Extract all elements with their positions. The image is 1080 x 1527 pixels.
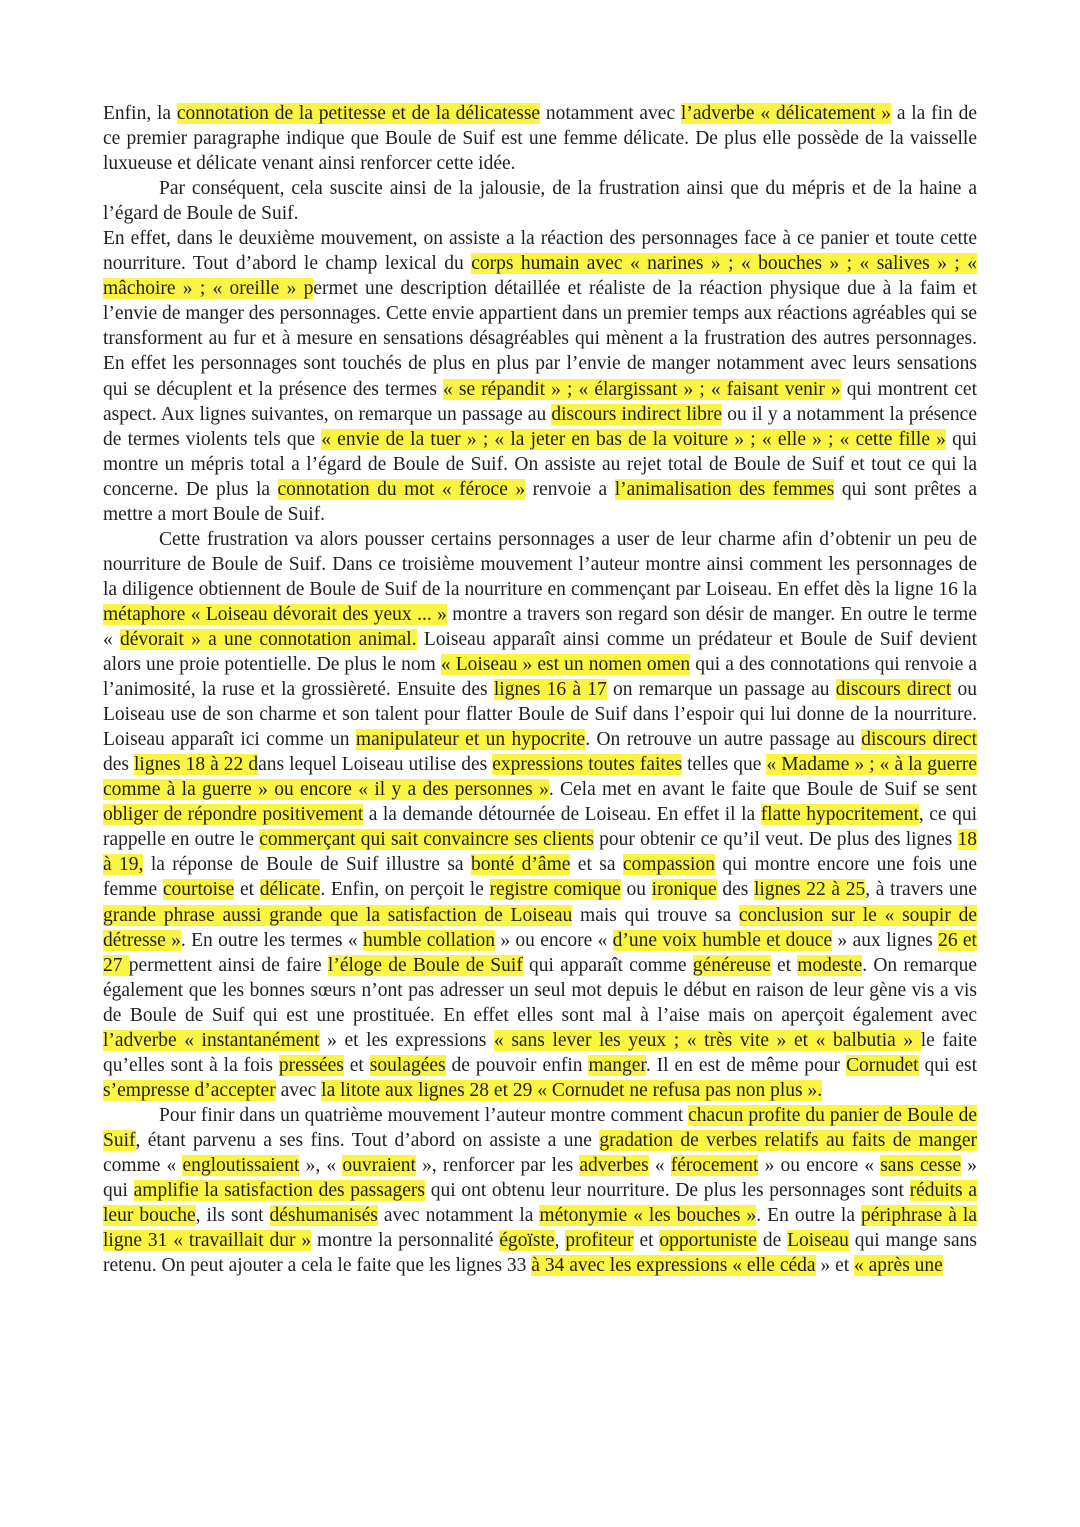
highlighted-text: opportuniste — [659, 1230, 757, 1252]
text-run: qui montre encore une fois une femme — [103, 854, 978, 901]
text-run: . En outre la — [756, 1205, 862, 1227]
text-run: « — [648, 1154, 671, 1176]
highlighted-text: égoïste — [499, 1230, 555, 1252]
highlighted-text: discours indirect libre — [551, 403, 723, 425]
text-run: qui sont prêtes a mettre a mort Boule de Suif. — [103, 478, 977, 525]
highlighted-text: courtoise — [162, 879, 235, 901]
highlighted-text: métonymie « les bouches » — [539, 1205, 757, 1227]
text-run: mais qui trouve sa — [572, 904, 739, 926]
text-run: , ils sont — [195, 1205, 270, 1227]
highlighted-text: « sans lever les yeux ; « très vite » et « balbutia » — [493, 1029, 921, 1051]
text-run: le faite qu’elles sont à la fois — [103, 1029, 977, 1076]
highlighted-text: s’empresse d’accepter — [103, 1079, 276, 1101]
highlighted-text: connotation de la petitesse et de la délicatesse — [176, 103, 541, 124]
highlighted-text: l’animalisation des femmes — [614, 478, 835, 500]
highlighted-text: « Loiseau » est un nomen omen — [440, 654, 691, 676]
text-run: » ou encore « — [495, 929, 613, 951]
text-run: , étant parvenu a ses fins. Tout d’abord on assiste a une — [135, 1129, 600, 1151]
text-run: , à travers une — [865, 879, 978, 901]
text-run: Enfin, la — [103, 103, 177, 124]
highlighted-text: bonté d’âme — [470, 854, 571, 876]
text-run: des — [103, 754, 135, 776]
text-run: ou Loiseau use de son charme et son talent pour flatter Boule de Suif dans l’espoir qui lui donne de la nourriture. Loiseau apparaît ici comme un — [103, 679, 978, 751]
text-run: Par conséquent, cela suscite ainsi de la jalousie, de la frustration ainsi que du mépris et de la haine a l’égard de Boule de Suif. — [103, 178, 977, 225]
text-run: on remarque un passage au — [606, 679, 836, 701]
text-run: permettent ainsi de faire — [128, 954, 328, 976]
text-run: comme « — [103, 1154, 183, 1176]
highlighted-text: chacun profite du panier de Boule de Suif — [103, 1104, 977, 1151]
text-run: avec — [275, 1079, 322, 1101]
highlighted-text: périphrase à la ligne 31 « travaillait dur » — [103, 1205, 977, 1252]
text-run: Pour finir dans un quatrième mouvement l’auteur montre comment — [159, 1104, 689, 1126]
text-run: ou — [620, 879, 652, 901]
highlighted-text: délicate — [259, 879, 321, 901]
text-run: qui a des connotations qui renvoie a l’animosité, la ruse et la grossièreté. Ensuite des — [103, 654, 977, 701]
highlighted-text: pressées — [278, 1054, 344, 1076]
text-run: telles que — [682, 754, 767, 776]
highlighted-text: commerçant qui sait convaincre ses clients — [259, 829, 594, 851]
highlighted-text: lignes 16 à 17 — [493, 679, 607, 701]
highlighted-text: « se répandit » ; « élargissant » ; « faisant venir » — [443, 378, 841, 400]
text-run: » et les expressions — [319, 1029, 494, 1051]
highlighted-text: l’adverbe « délicatement » — [680, 103, 892, 124]
text-run: », renforcer par les — [415, 1154, 580, 1176]
highlighted-text: modeste — [797, 954, 863, 976]
text-run: ans lequel Loiseau utilise des — [258, 754, 493, 776]
text-run: avec notamment la — [377, 1205, 540, 1227]
highlighted-text: ironique — [651, 879, 717, 901]
text-run: et sa — [570, 854, 623, 876]
highlighted-text: l’éloge de Boule de Suif — [327, 954, 523, 976]
paragraph — [103, 527, 977, 1103]
text-run: qui montre un mépris total a l’égard de Boule de Suif. On assiste au rejet total de Boule de Suif et tout ce qui la concerne. De plus la — [103, 428, 977, 500]
text-run: . Il en est de même pour — [645, 1054, 846, 1076]
paragraph — [103, 176, 977, 226]
highlighted-text: humble collation — [362, 929, 495, 951]
highlighted-text: dévorait » a une connotation animal. — [119, 628, 417, 650]
text-run: notamment avec — [540, 103, 681, 124]
text-run: Loiseau apparaît ainsi comme un prédateur et Boule de Suif devient alors une proie potentielle. De plus le nom — [103, 628, 978, 676]
highlighted-text: la litote aux lignes 28 et 29 « Cornudet ne refusa pas non plus ». — [321, 1079, 823, 1101]
highlighted-text: ouvraient — [342, 1154, 416, 1176]
text-run: . En outre les termes « — [180, 929, 363, 951]
text-run: qui ont obtenu leur nourriture. De plus les personnages sont — [425, 1180, 910, 1202]
highlighted-text: sans cesse — [880, 1154, 962, 1176]
highlighted-text: à 34 avec les expressions « elle céda — [531, 1255, 816, 1277]
text-run: Cette frustration va alors pousser certains personnages a user de leur charme afin d’obtenir un peu de nourriture de Boule de Suif. Dans ce troisième mouvement l’auteur montre ainsi comment les personnages de la diligence obtiennent de Boule de Suif de la nourriture en commençant par Loiseau. En effet dès la ligne 16 la — [103, 528, 977, 600]
highlighted-text: corps humain avec « narines » ; « bouches » ; « salives » ; « mâchoire » ; « oreille » p — [103, 253, 978, 300]
highlighted-text: flatte hypocritement — [760, 804, 919, 826]
text-run: et — [343, 1054, 370, 1076]
highlighted-text: gradation de verbes relatifs au faits de manger — [599, 1129, 977, 1151]
text-run: ermet une description détaillée et réaliste de la réaction physique due à la faim et l’envie de manger des personnages. Cette envie appartient dans un premier temps aux réactions agréables qui se transforment au fur et à mesure en sensations désagréables qui mènent a la frustration des autres personnages. En effet les personnages sont touchés de plus en plus par l’envie de manger notamment avec leurs sensations qui se décuplent et la présence des termes — [103, 278, 977, 400]
highlighted-text: l’adverbe « instantanément — [103, 1029, 320, 1051]
text-run: . On remarque également que les bonnes sœurs n’ont pas adresser un seul mot depuis le début en raison de leur gène vis a vis de Boule de Suif qui est une prostituée. En effet elles sont mal à l’aise mais on aperçoit également avec — [103, 954, 978, 1026]
paragraph — [103, 101, 977, 176]
highlighted-text: réduits a leur bouche — [103, 1180, 977, 1227]
text-run: , ce qui rappelle en outre le — [103, 804, 978, 851]
highlighted-text: manipulateur et un hypocrite — [355, 729, 586, 751]
highlighted-text: amplifie la satisfaction des passagers — [133, 1180, 425, 1202]
highlighted-text: compassion — [622, 854, 715, 876]
text-run: . Cela met en avant le faite que Boule de Suif se sent — [548, 779, 977, 801]
highlighted-text: adverbes — [579, 1154, 649, 1176]
paragraph — [103, 1103, 977, 1278]
text-run: de — [756, 1230, 788, 1252]
highlighted-text: Loiseau — [787, 1230, 849, 1252]
text-run: a la demande détournée de Loiseau. En effet il la — [363, 804, 761, 826]
document-page — [103, 101, 977, 1278]
text-run: de pouvoir enfin — [445, 1054, 589, 1076]
highlighted-text: « envie de la tuer » ; « la jeter en bas de la voiture » ; « elle » ; « cette fille » — [321, 428, 946, 450]
highlighted-text: 26 et 27 — [103, 929, 977, 976]
text-run: » aux lignes — [832, 929, 939, 951]
text-run: », « — [299, 1154, 343, 1176]
highlighted-text: obliger de répondre positivement — [103, 804, 364, 826]
text-run: la réponse de Boule de Suif illustre sa — [143, 854, 471, 876]
text-run: des — [716, 879, 754, 901]
highlighted-text: métaphore « Loiseau dévorait des yeux ... » — [103, 603, 447, 625]
highlighted-text: lignes 22 à 25 — [753, 879, 866, 901]
text-run: , — [554, 1230, 566, 1252]
highlighted-text: déshumanisés — [269, 1205, 378, 1227]
text-run: » qui — [103, 1154, 978, 1202]
text-run: En effet, dans le deuxième mouvement, on assiste a la réaction des personnages face à ce panier et toute cette nourriture. Tout d’abord le champ lexical du — [103, 228, 977, 275]
highlighted-text: registre comique — [489, 879, 621, 901]
highlighted-text: 18 à 19, — [103, 829, 977, 876]
highlighted-text: généreuse — [692, 954, 771, 976]
text-run: qui est — [918, 1054, 977, 1076]
text-run: qui apparaît comme — [522, 954, 693, 976]
text-run: montre la personnalité — [311, 1230, 500, 1252]
text-run: qui mange sans retenu. On peut ajouter a cela le faite que les lignes 33 — [103, 1230, 977, 1277]
text-run: et — [770, 954, 798, 976]
highlighted-text: Cornudet — [845, 1054, 919, 1076]
text-run: » ou encore « — [758, 1154, 881, 1176]
highlighted-text: manger — [588, 1054, 646, 1076]
text-run: montre a travers son regard son désir de manger. En outre le terme « — [103, 603, 977, 650]
highlighted-text: « Madame » ; « à la guerre comme à la guerre » ou encore « il y a des personnes » — [103, 754, 978, 801]
highlighted-text: lignes 18 à 22 d — [134, 754, 259, 776]
highlighted-text: discours direct — [861, 729, 977, 751]
highlighted-text: « après une — [854, 1255, 943, 1277]
text-run: ou il y a notamment la présence de termes violents tels que — [103, 403, 977, 450]
highlighted-text: profiteur — [565, 1230, 634, 1252]
highlighted-text: engloutissaient — [182, 1154, 300, 1176]
highlighted-text: d’une voix humble et douce — [612, 929, 833, 951]
paragraph — [103, 226, 977, 527]
highlighted-text: grande phrase aussi grande que la satisfaction de Loiseau — [103, 904, 573, 926]
highlighted-text: conclusion sur le « soupir de détresse » — [103, 904, 977, 951]
text-run: a la fin de ce premier paragraphe indique que Boule de Suif est une femme délicate. De plus elle possède de la vaisselle luxueuse et délicate venant ainsi renforcer cette idée. — [103, 103, 977, 175]
highlighted-text: expressions toutes faites — [492, 754, 683, 776]
highlighted-text: soulagées — [369, 1054, 446, 1076]
text-run: renvoie a — [525, 478, 615, 500]
text-run: qui montrent cet aspect. Aux lignes suivantes, on remarque un passage au — [103, 378, 977, 425]
text-run: » et — [815, 1255, 855, 1277]
highlighted-text: férocement — [670, 1154, 759, 1176]
text-run: . On retrouve un autre passage au — [585, 729, 862, 751]
text-run: . Enfin, on perçoit le — [320, 879, 490, 901]
highlighted-text: discours direct — [835, 679, 952, 701]
text-run: et — [633, 1230, 660, 1252]
text-run: et — [234, 879, 260, 901]
highlighted-text: connotation du mot « féroce » — [277, 478, 526, 500]
text-run: pour obtenir ce qu’il veut. De plus des lignes — [593, 829, 958, 851]
